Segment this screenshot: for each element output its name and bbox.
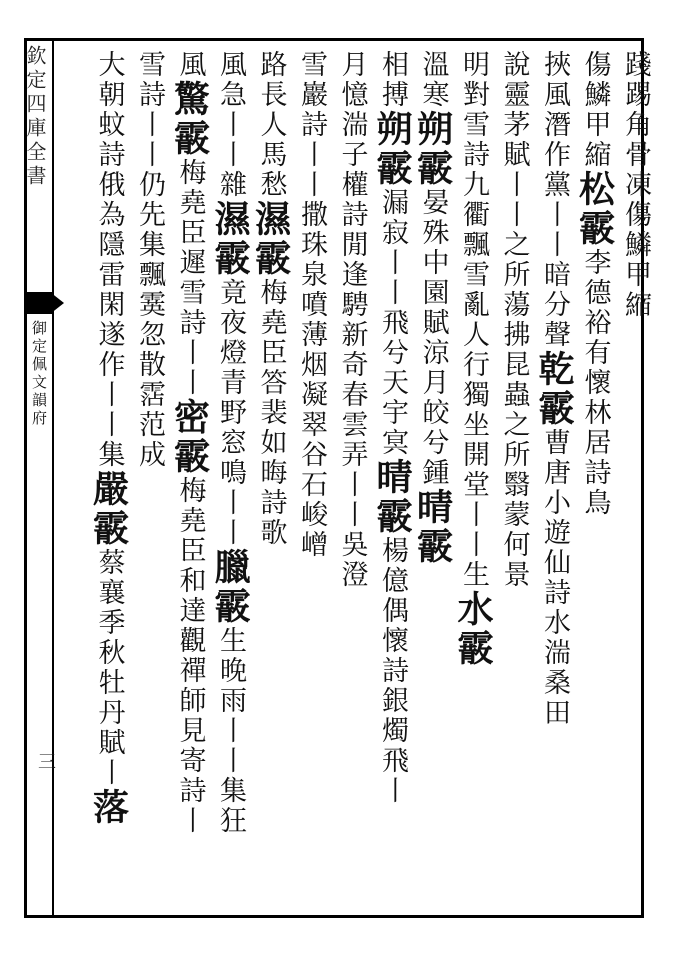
text-column-2: [572, 50, 618, 910]
text-column-7: [369, 50, 415, 910]
side-title: 御定佩文韻府: [30, 320, 48, 428]
entry-text: 挾風潛作黨丨丨暗分聲: [539, 50, 570, 350]
entry-text: 楊億偶懷詩銀燭飛丨: [377, 536, 408, 806]
entry-heading: 密霰: [168, 398, 211, 476]
text-column-8: [329, 50, 375, 910]
entry-heading: 濕霰: [209, 200, 251, 278]
fish-tail-mark-tip: [50, 292, 64, 314]
entry-text: 踐踢角骨凍: [620, 50, 651, 200]
entry-heading: 嚴霰: [87, 470, 130, 548]
text-column-3: [531, 50, 577, 910]
entry-text: 晏殊中園賦涼月皎兮鍾: [417, 188, 449, 488]
entry-heading: 落: [87, 788, 130, 827]
entry-heading: 晴霰: [411, 488, 454, 566]
entry-text: 月憶湍子權詩閒逢騁新奇春雲弄丨丨吳澄: [336, 50, 368, 590]
entry-text: 竟夜燈青野窓鳴丨丨: [215, 278, 246, 548]
entry-text: 梅堯臣和達觀禪師見寄詩丨: [174, 476, 206, 836]
text-column-9: [288, 50, 334, 910]
entry-heading: 朔霰: [411, 110, 454, 188]
text-column-14: [86, 50, 132, 910]
text-column-11: [207, 50, 253, 910]
entry-heading: 水霰: [452, 590, 494, 668]
entry-text: 傷鱗甲縮: [579, 50, 611, 170]
text-column-10: [248, 50, 294, 910]
entry-text: 梅堯臣答裴如晦詩歌: [255, 278, 287, 548]
edge-title: 欽定四庫全書: [23, 45, 47, 189]
entry-text: 漏寂丨丨飛兮天宇㝠: [377, 188, 408, 458]
entry-text: 說靈茅賦丨丨之所蕩拂昆蟲之所翳蒙何景: [498, 50, 530, 590]
entry-text: 生晚雨丨丨集狂: [215, 626, 246, 836]
entry-heading: 朔霰: [371, 110, 413, 188]
entry-text: 路長人馬愁: [255, 50, 287, 200]
entry-text: 風: [174, 50, 206, 80]
text-column-6: [410, 50, 456, 910]
entry-heading: 乾霰: [533, 350, 575, 428]
entry-text: 大朝蚊詩俄為隱雷閑遂作丨丨集: [93, 50, 125, 470]
entry-text: 蔡襄季秋牡丹賦丨: [93, 548, 125, 788]
entry-heading: 松霰: [573, 170, 616, 248]
entry-text: 雪詩丨丨仍先集飄霙忽散霑范成: [134, 50, 165, 470]
text-column-13: [126, 50, 172, 910]
entry-text: 溫寒: [417, 50, 449, 110]
entry-text: 李德裕有懷林居詩鳥: [579, 248, 611, 518]
page-number: 三: [35, 752, 56, 770]
entry-text: 傷鱗甲縮: [620, 200, 651, 320]
entry-text: 曹唐小遊仙詩水湍桑田: [539, 428, 570, 728]
text-column-1: [612, 50, 658, 910]
entry-text: 雪巖詩丨丨撒珠泉噴薄烟凝翠谷石峻嶒: [296, 50, 327, 560]
margin-rule: [52, 38, 54, 918]
entry-heading: 晴霰: [371, 458, 413, 536]
entry-text: 相搏: [377, 50, 408, 110]
entry-heading: 濕霰: [249, 200, 292, 278]
entry-text: 風急丨丨雜: [215, 50, 246, 200]
entry-text: 明對雪詩九衢飄雪亂人行獨坐開堂丨丨生: [458, 50, 489, 590]
entry-heading: 驚霰: [168, 80, 211, 158]
entry-text: 梅堯臣遲雪詩丨丨: [174, 158, 206, 398]
text-column-5: [450, 50, 496, 910]
entry-heading: 臘霰: [209, 548, 251, 626]
text-column-4: [491, 50, 537, 910]
text-column-12: [167, 50, 213, 910]
